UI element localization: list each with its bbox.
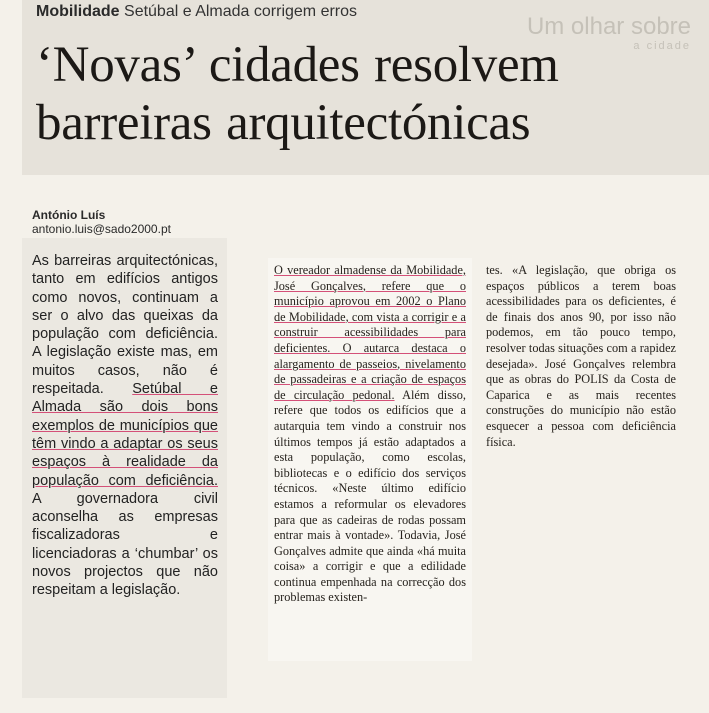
article-headline: ‘Novas’ cidades resolvem barreiras arquitectónicas [36,37,559,151]
body-column-3 [486,263,676,450]
lead-intro: As barreiras arquitectónicas, tanto em edifícios antigos como novos, continuam a ser o alvo das queixas da população com deficiência. A legislação existe mas, em muitos casos, não é respeitada. [32,253,218,398]
author-name: António Luís [32,208,106,222]
body-column-2 [274,263,466,606]
section-kicker [36,3,357,21]
byline [32,208,171,236]
lead-highlight: Setúbal e Almada são dois bons exemplos de municípios que têm vindo a adaptar os seus espaços à realidade da população com deficiência. [32,381,218,489]
column3-body: tes. «A legislação, que obriga os espaços públicos a terem boas acessibilidades para os deficientes, é de finais dos anos 90, por isso não podemos, em tão pouco tempo, resolver todas situações com a rapidez desejada». José Gonçalves relembra que as obras do POLIS da Costa de Caparica e as mais recentes construções do município não estão esquecer a pessoa com deficiência física. [486,263,676,449]
background-bleed-text: Um olhar sobre a cidade [526,13,691,53]
lead-outro: A governadora civil aconselha as empresas fiscalizadoras e licenciadoras a ‘chumbar’ os novos projectos que não respeitam a legislação. [32,490,218,599]
section-name: Mobilidade [36,3,120,20]
lead-paragraph [32,252,218,600]
kicker-subtitle: Setúbal e Almada corrigem erros [124,3,358,20]
column2-highlight: O vereador almadense da Mobilidade, José Gonçalves, refere que o município aprovou em 2002 o Plano de Mobilidade, com vista a corrigir e a construir acessibilidades para deficientes. O autarca destaca o alargamento de passeios, nivelamento de passadeiras e a criação de espaços de circulação pedonal. [274,263,466,402]
column2-body: Além disso, refere que todos os edifícios que a autarquia tem vindo a construir nos últimos tempos já estão adaptados a esta população, como escolas, bibliotecas e o edifício dos serviços técnicos. «Neste último edifício estamos a reformular os elevadores para que as cadeiras de rodas possam entrar mais à vontade». Todavia, José Gonçalves admite que ainda «há muita coisa» a corrigir e que a edilidade continua empenhada na correcção dos problemas existen- [274,387,466,605]
author-email: antonio.luis@sado2000.pt [32,222,171,236]
